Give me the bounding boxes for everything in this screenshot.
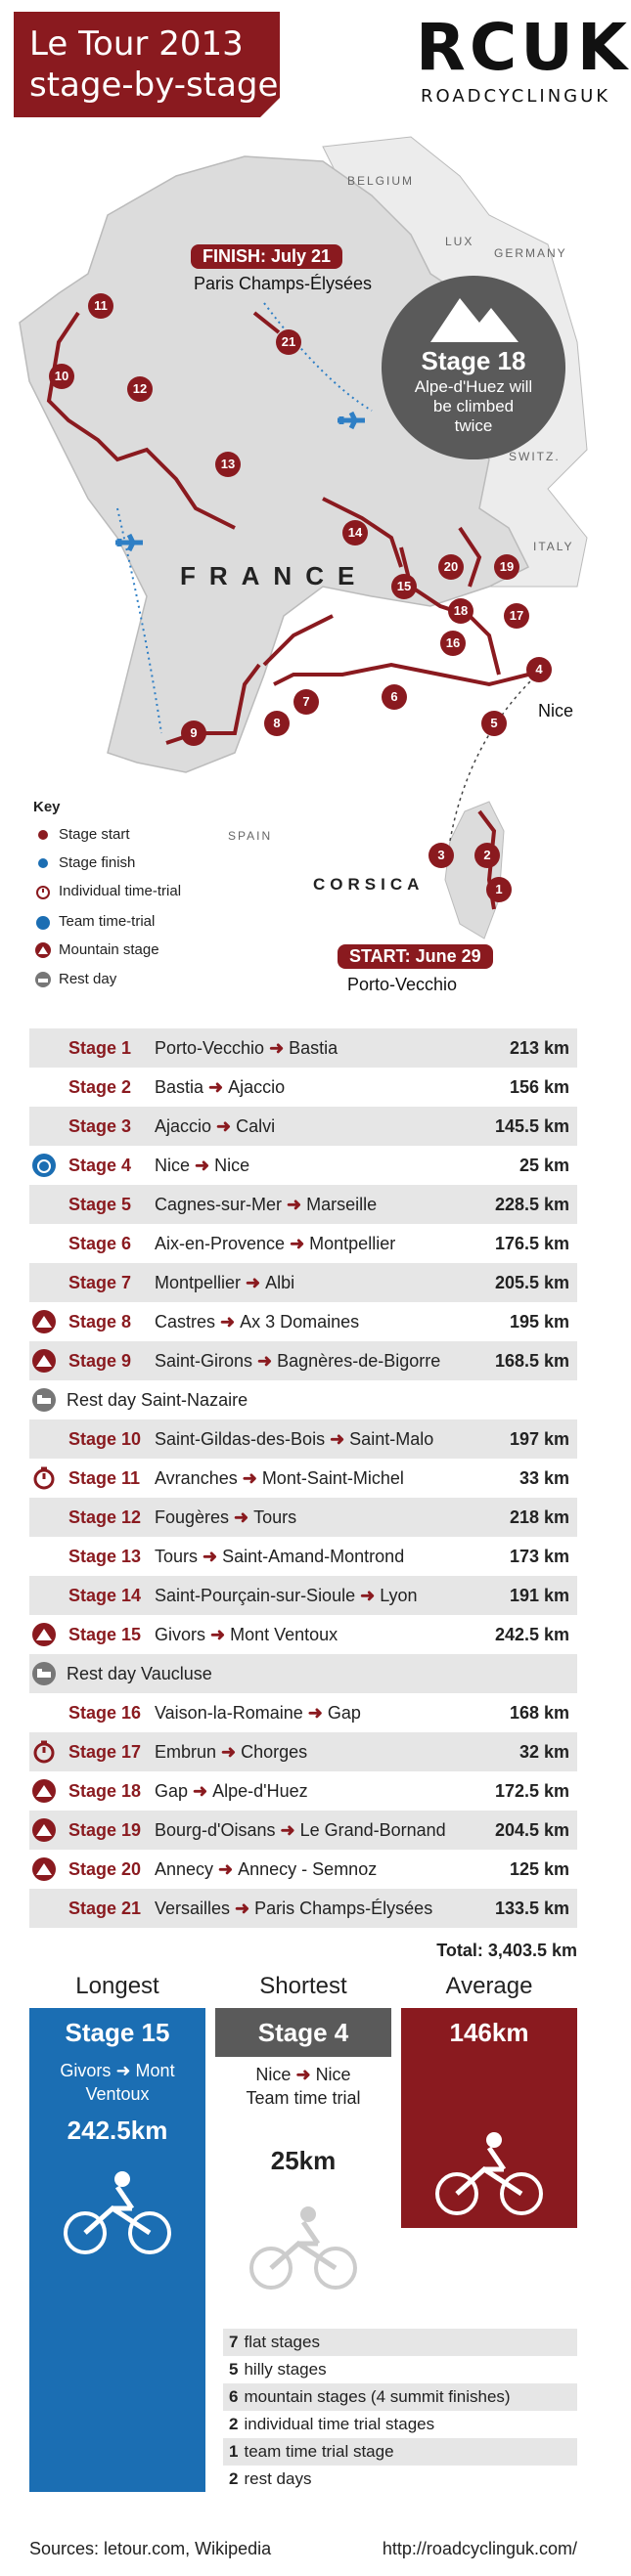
stage-row [29,1693,577,1732]
stage-number: Stage 8 [68,1311,132,1332]
stage-distance: 33 km [518,1467,569,1488]
stage-marker[interactable]: 14 [342,520,368,546]
stage-number: Stage 1 [68,1037,132,1058]
nice-label: Nice [538,701,574,720]
stage-from: Fougères [155,1506,230,1527]
stage-to: Chorges [241,1741,308,1762]
stage-row [29,1576,577,1615]
stage-row [29,1850,577,1889]
stage-start-icon [35,827,51,843]
key-title: Key [33,799,61,815]
longest-route: Givors ➜ Mont [60,2061,175,2080]
stage-to: Paris Champs-Élysées [254,1898,433,1918]
stage-to: Albi [265,1272,295,1292]
stage-to: Mont-Saint-Michel [261,1467,404,1488]
rest-day-label: Rest day Vaucluse [67,1663,212,1683]
stage-from: Saint-Pourçain-sur-Sioule [155,1585,356,1605]
corsica-label: CORSICA [313,875,425,894]
average-km: 146km [449,2018,529,2047]
stage-distance: 242.5 km [494,1624,569,1644]
stage-route [155,1586,418,1606]
country-label: LUX [445,235,474,248]
stage-number: Stage 11 [68,1467,141,1488]
team-time-trial-icon [32,1154,56,1177]
stage-route [155,1899,432,1919]
stage-to: Calvi [236,1115,276,1136]
stage-from: Saint-Gildas-des-Bois [155,1428,326,1449]
stage-number: Stage 13 [68,1546,142,1566]
stage-distance: 213 km [509,1037,569,1058]
stat-count: 1 [229,2442,239,2461]
stage-from: Castres [155,1311,216,1332]
arrow-right-icon: ➜ [355,1585,381,1605]
team-time-trial-icon [35,914,51,930]
stage-route [155,1742,307,1763]
title-line-1: Le Tour 2013 [29,24,244,64]
arrow-right-icon: ➜ [190,1155,215,1175]
rest-day-icon [32,1388,56,1412]
stage-marker[interactable]: 2 [474,843,500,868]
arrow-right-icon: ➜ [241,1272,266,1292]
shortest-panel [215,2008,391,2057]
stage-distance: 25 km [518,1155,569,1175]
stat-count: 2 [229,2415,239,2433]
stage-marker[interactable]: 17 [504,603,529,629]
stage-marker[interactable]: 7 [293,689,319,715]
stage-to: Saint-Malo [349,1428,434,1449]
stage-number: Stage 2 [68,1076,132,1097]
shortest-km: 25km [270,2146,337,2175]
stage-to: Nice [214,1155,250,1175]
sources-text: Sources: letour.com, Wikipedia [29,2539,272,2558]
stage-marker[interactable]: 3 [428,843,454,868]
arrow-right-icon: ➜ [230,1898,255,1918]
stage-number: Stage 5 [68,1194,132,1214]
stage-from: Vaison-la-Romaine [155,1702,303,1723]
stage-number: Stage 20 [68,1858,142,1879]
stage-row [29,1185,577,1224]
stage-18-text: Alpe-d'Huez will be climbed twice [414,377,533,435]
stage-route [155,1781,308,1802]
stage-route [155,1547,404,1567]
country-label: SWITZ. [509,450,561,463]
stage-row [29,1341,577,1380]
stage-distance: 133.5 km [494,1898,569,1918]
stage-marker[interactable]: 9 [181,720,206,746]
stage-from: Givors [155,1624,206,1644]
stage-route [155,1468,404,1489]
longest-panel [29,2008,205,2492]
stage-to: Bagnères-de-Bigorre [277,1350,441,1371]
stage-row [29,1028,577,1068]
rest-day-row [29,1380,577,1419]
stage-to: Annecy - Semnoz [238,1858,378,1879]
stage-marker[interactable]: 4 [526,657,552,682]
stat-row [223,2411,577,2438]
time-trial-icon [32,1740,56,1764]
stage-route [155,1820,446,1841]
shortest-type: Team time trial [246,2088,361,2108]
stage-distance: 218 km [509,1506,569,1527]
stage-row [29,1889,577,1928]
stage-to: Le Grand-Bornand [299,1819,446,1840]
stage-to: Saint-Amand-Montrond [222,1546,405,1566]
arrow-right-icon: ➜ [252,1350,278,1371]
stage-row [29,1302,577,1341]
stage-distance: 204.5 km [494,1819,569,1840]
stage-from: Gap [155,1780,189,1801]
stage-row [29,1224,577,1263]
stage-to: Marseille [306,1194,378,1214]
stage-number: Stage 10 [68,1428,142,1449]
stage-to: Bastia [289,1037,338,1058]
key-stage-finish: Stage finish [35,854,135,871]
stat-label: hilly stages [244,2360,327,2379]
stage-number: Stage 12 [68,1506,142,1527]
stage-number: Stage 19 [68,1819,142,1840]
stage-marker[interactable]: 15 [391,574,417,599]
stage-row [29,1811,577,1850]
cyclist-icon [435,2130,543,2218]
time-trial-icon [35,884,51,899]
stage-to: Alpe-d'Huez [212,1780,308,1801]
stage-number: Stage 3 [68,1115,132,1136]
arrow-right-icon: ➜ [216,1741,242,1762]
stage-marker[interactable]: 13 [215,452,241,477]
stage-from: Bastia [155,1076,204,1097]
arrow-right-icon: ➜ [215,1311,241,1332]
arrow-right-icon: ➜ [205,1624,231,1644]
arrow-right-icon: ➜ [275,1819,300,1840]
stage-row [29,1732,577,1771]
arrow-right-icon: ➜ [302,1702,328,1723]
stage-to: Montpellier [309,1233,396,1253]
stage-row [29,1615,577,1654]
stage-number: Stage 21 [68,1898,142,1918]
stage-route [155,1507,296,1528]
stage-from: Ajaccio [155,1115,212,1136]
stage-distance: 205.5 km [494,1272,569,1292]
stage-route [155,1625,338,1645]
stage-marker[interactable]: 18 [448,598,473,624]
stage-distance: 176.5 km [494,1233,569,1253]
stage-distance: 156 km [509,1076,569,1097]
arrow-right-icon: ➜ [282,1194,307,1214]
mountain-icon [32,1310,56,1333]
average-panel [401,2008,577,2228]
stage-number: Stage 4 [68,1155,132,1175]
stat-count: 2 [229,2469,239,2488]
stage-from: Avranches [155,1467,238,1488]
title-banner [14,12,280,117]
stage-row [29,1263,577,1302]
key-stage-start: Stage start [35,826,130,843]
longest-heading: Longest [75,1973,159,1999]
stat-row [223,2383,577,2411]
stage-18-callout [382,276,565,459]
stage-marker[interactable]: 12 [127,376,153,402]
stage-marker[interactable]: 20 [438,554,464,580]
country-label: SPAIN [228,829,273,843]
stage-marker[interactable]: 19 [494,554,519,580]
rcuk-logo[interactable]: RCUK [416,10,631,85]
country-label: GERMANY [494,246,567,260]
stat-row [223,2356,577,2383]
arrow-right-icon: ➜ [211,1115,237,1136]
stat-row [223,2466,577,2493]
stage-marker[interactable]: 5 [481,711,507,736]
stage-from: Embrun [155,1741,217,1762]
stage-distance: 125 km [509,1858,569,1879]
stage-route [155,1077,285,1098]
stage-row [29,1146,577,1185]
stage-from: Annecy [155,1858,214,1879]
mountain-icon [32,1857,56,1881]
stage-row [29,1537,577,1576]
total-distance: Total: 3,403.5 km [436,1941,577,1960]
mountain-icon [35,942,51,958]
stage-to: Lyon [380,1585,418,1605]
shortest-stage: Stage 4 [257,2018,349,2047]
stage-route [155,1703,361,1724]
arrow-right-icon: ➜ [188,1780,213,1801]
stage-from: Cagnes-sur-Mer [155,1194,283,1214]
stage-row [29,1459,577,1498]
stage-distance: 168 km [509,1702,569,1723]
stat-label: individual time trial stages [244,2415,435,2433]
stage-marker[interactable]: 1 [486,877,512,902]
stage-distance: 145.5 km [494,1115,569,1136]
stage-finish-icon [35,855,51,871]
stat-label: flat stages [244,2333,320,2351]
stage-number: Stage 16 [68,1702,142,1723]
stat-row [223,2329,577,2356]
stage-route [155,1859,377,1880]
longest-route-2: Ventoux [85,2084,150,2104]
stage-route [155,1116,275,1137]
stat-row [223,2438,577,2466]
mountain-icon [32,1349,56,1373]
start-place: Porto-Vecchio [347,975,458,994]
stage-distance: 195 km [509,1311,569,1332]
finish-pill: FINISH: July 21 [191,244,342,269]
stat-label: team time trial stage [244,2442,394,2461]
stage-from: Versailles [155,1898,231,1918]
mountain-icon [32,1623,56,1646]
stage-table [29,1028,577,1928]
stage-marker[interactable]: 10 [49,364,74,389]
stage-distance: 172.5 km [494,1780,569,1801]
finish-place: Paris Champs-Élysées [194,274,373,293]
stage-number: Stage 17 [68,1741,142,1762]
rcuk-logo-subtitle: ROADCYCLINGUK [421,86,611,107]
stage-route [155,1156,249,1176]
stat-count: 5 [229,2360,239,2379]
stage-from: Aix-en-Provence [155,1233,286,1253]
shortest-route: Nice ➜ Nice [255,2065,351,2084]
stage-marker[interactable]: 16 [440,631,466,656]
stage-row [29,1419,577,1459]
title-line-2: stage-by-stage [29,65,279,105]
stage-marker[interactable]: 8 [264,711,290,736]
average-heading: Average [445,1973,533,1999]
stage-number: Stage 9 [68,1350,132,1371]
stage-distance: 197 km [509,1428,569,1449]
stage-marker[interactable]: 21 [276,329,301,355]
mountain-icon [430,293,518,342]
stage-from: Montpellier [155,1272,242,1292]
stage-route [155,1351,440,1372]
stage-distance: 173 km [509,1546,569,1566]
rest-day-row [29,1654,577,1693]
stage-row [29,1771,577,1811]
stage-route [155,1234,395,1254]
stat-label: rest days [244,2469,312,2488]
key-mountain-stage: Mountain stage [35,941,159,958]
stage-route [155,1312,359,1332]
rest-day-icon [32,1662,56,1685]
longest-km: 242.5km [67,2116,168,2145]
cyclist-icon [249,2205,357,2292]
stage-distance: 32 km [518,1741,569,1762]
arrow-right-icon: ➜ [213,1858,239,1879]
start-pill: START: June 29 [338,944,493,969]
key-team-time-trial: Team time-trial [35,913,155,930]
stage-to: Ajaccio [228,1076,286,1097]
arrow-right-icon: ➜ [198,1546,223,1566]
stage-row [29,1498,577,1537]
site-link[interactable]: http://roadcyclinguk.com/ [382,2539,577,2558]
arrow-right-icon: ➜ [203,1076,229,1097]
time-trial-icon [32,1466,56,1490]
mountain-icon [32,1818,56,1842]
stage-number: Stage 6 [68,1233,132,1253]
stage-18-title: Stage 18 [421,346,526,375]
stat-count: 6 [229,2387,239,2406]
stage-route [155,1429,433,1450]
shortest-heading: Shortest [259,1973,347,1999]
stage-route [155,1195,377,1215]
stage-row [29,1107,577,1146]
stage-from: Tours [155,1546,199,1566]
stage-number: Stage 7 [68,1272,132,1292]
stat-count: 7 [229,2333,239,2351]
stage-type-stats [223,2329,577,2493]
stage-from: Saint-Girons [155,1350,253,1371]
rest-day-label: Rest day Saint-Nazaire [67,1389,248,1410]
stage-to: Gap [327,1702,361,1723]
france-label: FRANCE [180,561,369,590]
stage-from: Bourg-d'Oisans [155,1819,276,1840]
arrow-right-icon: ➜ [237,1467,262,1488]
stage-distance: 168.5 km [494,1350,569,1371]
stage-to: Mont Ventoux [230,1624,338,1644]
key-individual-time-trial: Individual time-trial [35,883,181,899]
cyclist-icon [64,2169,171,2257]
stage-marker[interactable]: 11 [88,293,113,319]
stage-number: Stage 14 [68,1585,142,1605]
stage-from: Porto-Vecchio [155,1037,265,1058]
stage-from: Nice [155,1155,191,1175]
country-label: BELGIUM [347,174,415,188]
stage-distance: 191 km [509,1585,569,1605]
country-label: ITALY [533,540,574,553]
stage-route [155,1273,294,1293]
arrow-right-icon: ➜ [285,1233,310,1253]
stage-to: Tours [253,1506,297,1527]
arrow-right-icon: ➜ [325,1428,350,1449]
stage-to: Ax 3 Domaines [240,1311,360,1332]
key-rest-day: Rest day [35,971,116,987]
arrow-right-icon: ➜ [229,1506,254,1527]
stage-number: Stage 15 [68,1624,142,1644]
longest-stage: Stage 15 [65,2018,170,2047]
stage-number: Stage 18 [68,1780,142,1801]
stat-label: mountain stages (4 summit finishes) [244,2387,511,2406]
mountain-icon [32,1779,56,1803]
stage-distance: 228.5 km [494,1194,569,1214]
stage-marker[interactable]: 6 [382,684,407,710]
stage-route [155,1038,338,1059]
rest-day-icon [35,972,51,987]
arrow-right-icon: ➜ [264,1037,290,1058]
stage-row [29,1068,577,1107]
